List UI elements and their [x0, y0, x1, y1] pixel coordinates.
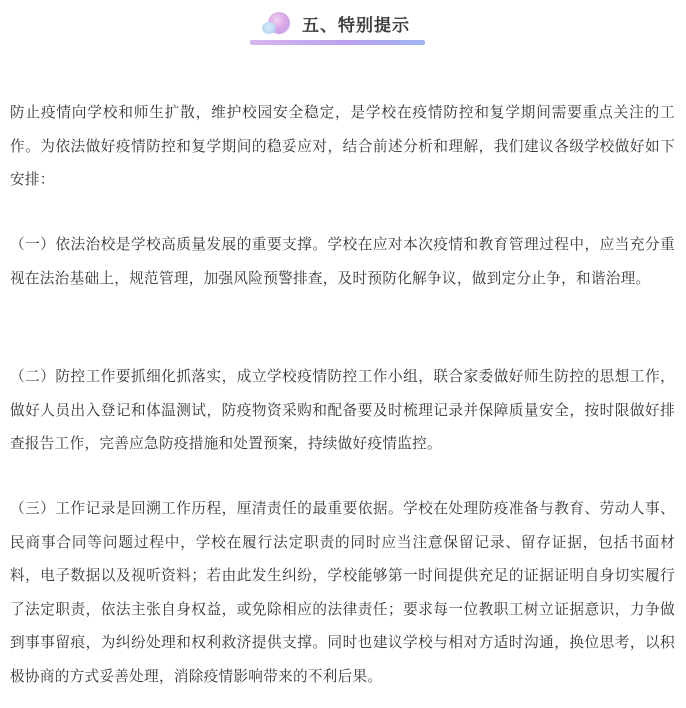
- paragraph-item-2: （二）防控工作要抓细化抓落实，成立学校疫情防控工作小组，联合家委做好师生防控的思想工作，做好人员出入登记和体温测试，防疫物资采购和配备要及时梳理记录并保障质量安全，按时限做好排查报告工作，完善应急防疫措施和处置预案，持续做好疫情监控。: [10, 368, 675, 452]
- title-underline: [250, 40, 425, 45]
- section-header: [0, 0, 686, 48]
- paragraph-item-1: （一）依法治校是学校高质量发展的重要支撑。学校在应对本次疫情和教育管理过程中，应当充分重视在法治基础上，规范管理，加强风险预警排查，及时预防化解争议，做到定分止争，和谐治理。: [10, 236, 675, 287]
- section-title-wrap: [258, 4, 428, 44]
- paragraph-intro: 防止疫情向学校和师生扩散，维护校园安全稳定，是学校在疫情防控和复学期间需要重点关注的工作。为依法做好疫情防控和复学期间的稳妥应对，结合前述分析和理解，我们建议各级学校做好如下安排：: [10, 104, 675, 188]
- gradient-blob-icon: [262, 10, 292, 36]
- section-title: 五、特别提示: [302, 16, 410, 36]
- paragraph-item-3: （三）工作记录是回溯工作历程，厘清责任的最重要依据。学校在处理防疫准备与教育、劳动人事、民商事合同等问题过程中，学校在履行法定职责的同时应当注意保留记录、留存证据，包括书面材料，电子数据以及视听资料；若由此发生纠纷，学校能够第一时间提供充足的证据证明自身切实履行了法定职责，依法主张自身权益，或免除相应的法律责任；要求每一位教职工树立证据意识，力争做到事事留痕，为纠纷处理和权利救济提供支撑。同时也建议学校与相对方适时沟通，换位思考，以积极协商的方式妥善处理，消除疫情影响带来的不利后果。: [10, 500, 675, 685]
- blob-circle-small: [262, 22, 276, 34]
